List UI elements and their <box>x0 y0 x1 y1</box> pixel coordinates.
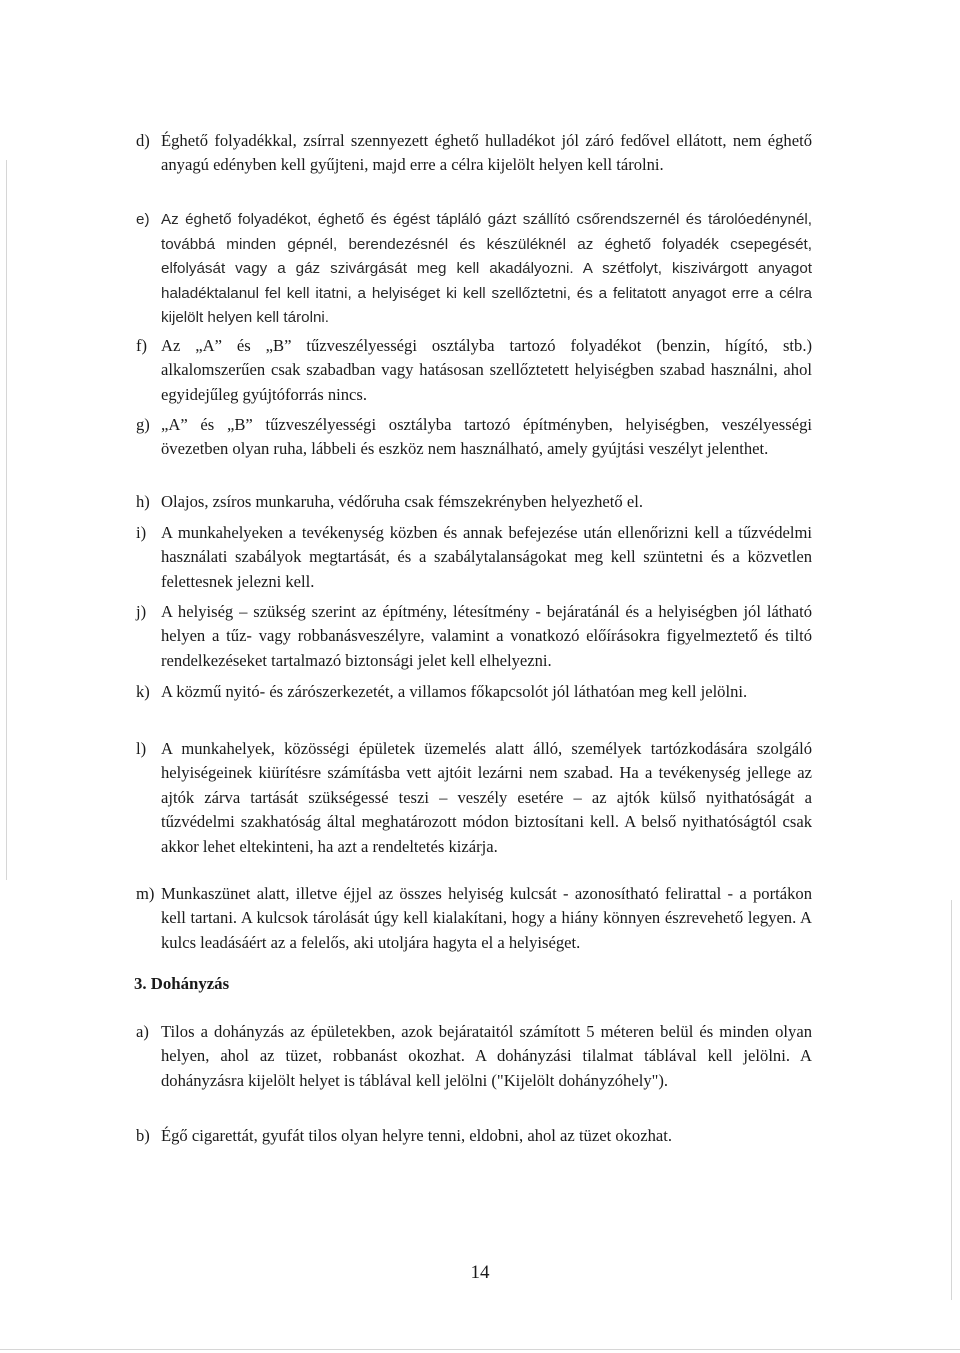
item-marker: f) <box>136 336 148 355</box>
list-item-h <box>136 490 812 514</box>
item-marker: m) <box>136 884 155 903</box>
item-text: A közmű nyitó- és zárószerkezetét, a villamos főkapcsolót jól láthatóan meg kell jelölni. <box>161 682 748 701</box>
item-marker: i) <box>136 523 147 542</box>
item-text: Tilos a dohányzás az épületekben, azok bejárataitól számított 5 méteren belül és minden olyan helyen, ahol az tüzet, robbanást okozhat. A dohányzási tilalmat táblával kell jelölni. A dohányzásra kijelölt helyet is táblával kell jelölni ("Kijelölt dohányzóhely"). <box>161 1022 812 1090</box>
list-item-m <box>136 882 812 955</box>
scan-edge-bottom <box>0 1349 960 1350</box>
scan-edge-left <box>6 160 7 880</box>
item-text: Égő cigarettát, gyufát tilos olyan helyre tenni, eldobni, ahol az tüzet okozhat. <box>161 1126 673 1145</box>
item-text: A munkahelyek, közösségi épületek üzemelés alatt álló, személyek tartózkodására szolgáló helyiségeinek kiürítésre számításba vett ajtóit lezárni nem szabad. Ha a tevékenység jellege az ajtók zárva tartását szükségessé teszi – veszély esetére – az ajtók külső nyithatóságát a tűzvédelmi szakhatóság által meghatározott módon biztosítani kell. A belső nyithatóságtól csak akkor lehet eltekinteni, ha azt a rendeltetés kizárja. <box>161 739 812 856</box>
item-marker: b) <box>136 1126 150 1145</box>
list-item-b <box>136 1124 812 1148</box>
item-marker: l) <box>136 739 147 758</box>
item-marker: e) <box>136 211 150 228</box>
list-item-e <box>136 208 812 331</box>
item-marker: g) <box>136 415 150 434</box>
item-text: „A” és „B” tűzveszélyességi osztályba tartozó építményben, helyiségben, veszélyességi övezetben olyan ruha, lábbeli és eszköz nem használható, amely gyújtási veszélyt jelenthet. <box>161 415 812 459</box>
item-text: A helyiség – szükség szerint az építmény, létesítmény - bejáratánál és a helyiségben jól látható helyen a tűz- vagy robbanásveszélyre, valamint a vonatkozó előírásokra figyelmeztető és tiltó rendelkezéseket tartalmazó biztonsági jelet kell elhelyezni. <box>161 602 812 670</box>
scan-edge-right <box>951 900 952 1300</box>
list-item-i <box>136 521 812 594</box>
item-text: Az „A” és „B” tűzveszélyességi osztályba tartozó folyadékot (benzin, hígító, stb.) alkalomszerűen csak szabadban vagy hatásosan szellőztetett helyiségben szabad használni, ahol egyidejűleg gyújtóforrás nincs. <box>161 336 812 404</box>
item-text: Éghető folyadékkal, zsírral szennyezett éghető hulladékot jól záró fedővel ellátott, nem éghető anyagú edényben kell gyűjteni, majd erre a célra kijelölt helyen kell tárolni. <box>161 131 812 175</box>
list-item-d <box>136 129 812 178</box>
item-marker: d) <box>136 131 150 150</box>
item-text: Olajos, zsíros munkaruha, védőruha csak fémszekrényben helyezhető el. <box>161 492 643 511</box>
item-text: Az éghető folyadékot, éghető és égést tápláló gázt szállító csőrendszernél és tárolóedénynél, továbbá minden gépnél, berendezésnél és készüléknél az éghető folyadék csepegését, elfolyását vagy a gáz szivárgását meg kell akadályozni. A szétfolyt, kiszivárgott anyagot haladéktalanul fel kell itatni, a helyiséget ki kell szellőztetni, és a felitatott anyagot erre a célra kijelölt helyen kell tárolni. <box>161 211 812 327</box>
page-number: 14 <box>470 1262 490 1283</box>
list-item-a <box>136 1020 812 1093</box>
list-item-j <box>136 600 812 673</box>
section-heading: 3. Dohányzás <box>134 974 230 993</box>
item-marker: h) <box>136 492 150 511</box>
list-item-g <box>136 413 812 462</box>
list-item-k <box>136 680 812 704</box>
item-marker: j) <box>136 602 147 621</box>
item-text: A munkahelyeken a tevékenység közben és annak befejezése után ellenőrizni kell a tűzvédelmi használati szabályok megtartását, és a szabálytalanságokat meg kell szüntetni és a közvetlen felettesnek jelezni kell. <box>161 523 812 591</box>
list-item-f <box>136 334 812 407</box>
item-marker: k) <box>136 682 150 701</box>
item-marker: a) <box>136 1022 149 1041</box>
item-text: Munkaszünet alatt, illetve éjjel az összes helyiség kulcsát - azonosítható felirattal - a portákon kell tartani. A kulcsok tárolását úgy kell kialakítani, hogy a hiány könnyen észrevehető legyen. A kulcs leadásáért az a felelős, aki utoljára hagyta el a helyiséget. <box>161 884 812 952</box>
list-item-l <box>136 737 812 859</box>
